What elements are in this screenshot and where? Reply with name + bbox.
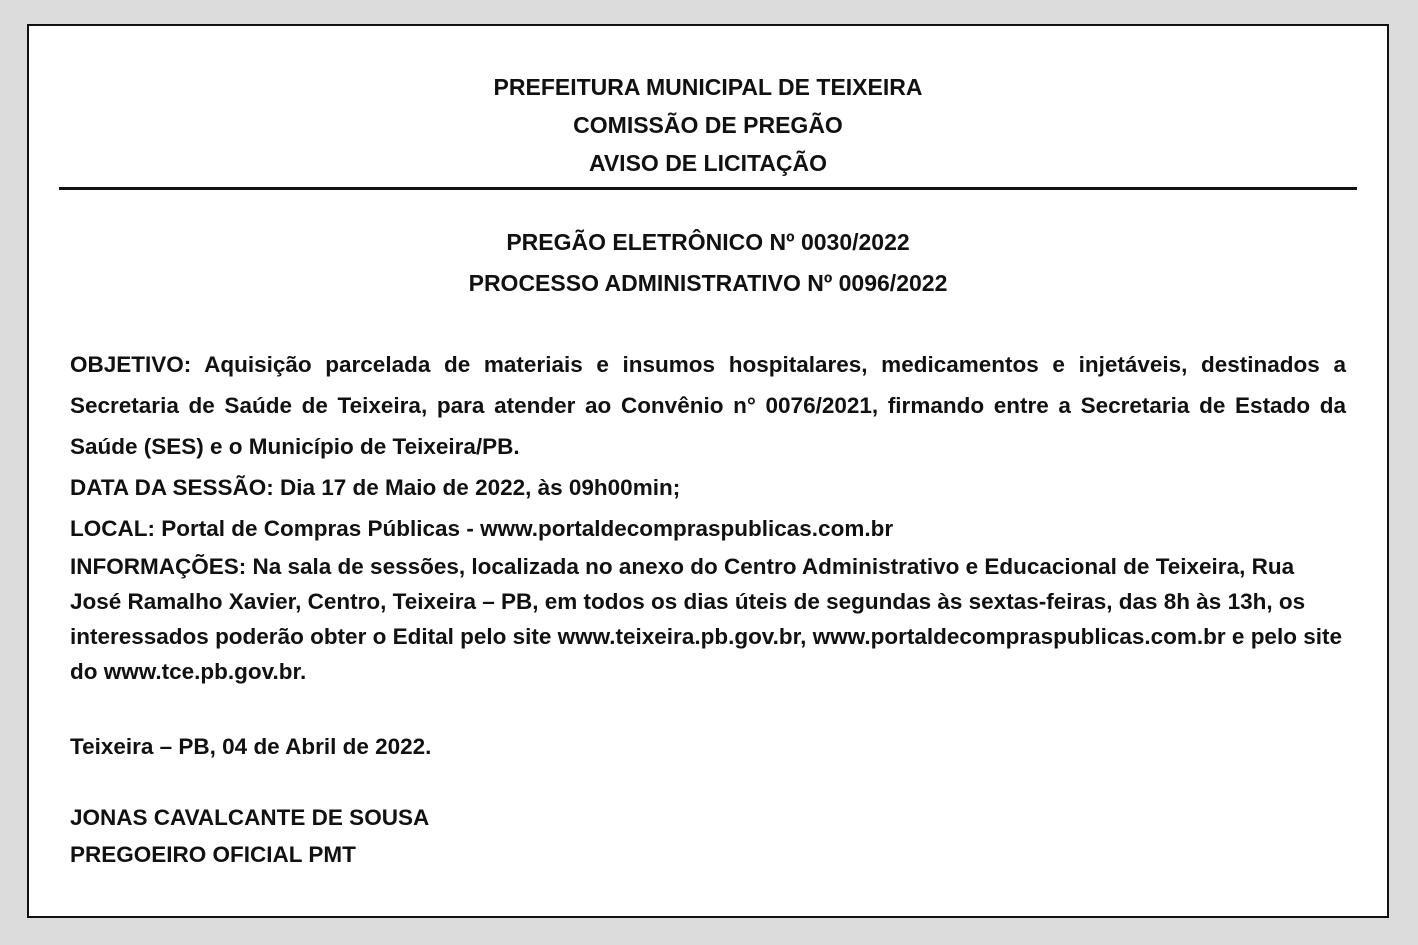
header-municipality: PREFEITURA MUNICIPAL DE TEIXEIRA <box>493 74 923 100</box>
signatory-role: PREGOEIRO OFICIAL PMT <box>70 842 356 867</box>
notice-body <box>70 344 1346 689</box>
header-block <box>29 68 1387 182</box>
notice-panel <box>27 24 1389 918</box>
signature-block <box>70 799 429 873</box>
local-line: LOCAL: Portal de Compras Públicas - www.portaldecompraspublicas.com.br <box>70 516 894 541</box>
objetivo-paragraph: OBJETIVO: Aquisição parcelada de materiais e insumos hospitalares, medicamentos e injetáveis, destinados a Secretaria de Saúde de Teixeira, para atender ao Convênio n° 0076/2021, firmando entre a Secretaria de Estado da Saúde (SES) e o Município de Teixeira/PB. <box>70 352 1346 459</box>
titles-block <box>29 222 1387 304</box>
pregao-title: PREGÃO ELETRÔNICO Nº 0030/2022 <box>506 229 910 255</box>
processo-title: PROCESSO ADMINISTRATIVO Nº 0096/2022 <box>468 270 948 296</box>
header-divider <box>59 187 1357 190</box>
header-commission: COMISSÃO DE PREGÃO <box>573 112 843 138</box>
informacoes-paragraph: INFORMAÇÕES: Na sala de sessões, localizada no anexo do Centro Administrativo e Educacional de Teixeira, Rua José Ramalho Xavier, Centro, Teixeira – PB, em todos os dias úteis de segundas às sextas-feiras, das 8h às 13h, os interessados poderão obter o Edital pelo site www.teixeira.pb.gov.br, www.portaldecompraspublicas.com.br e pelo site do www.tce.pb.gov.br. <box>70 554 1342 684</box>
signatory-name: JONAS CAVALCANTE DE SOUSA <box>70 805 430 830</box>
header-notice-type: AVISO DE LICITAÇÃO <box>588 150 828 176</box>
data-sessao-line: DATA DA SESSÃO: Dia 17 de Maio de 2022, às 09h00min; <box>70 475 681 500</box>
place-date: Teixeira – PB, 04 de Abril de 2022. <box>70 734 432 759</box>
